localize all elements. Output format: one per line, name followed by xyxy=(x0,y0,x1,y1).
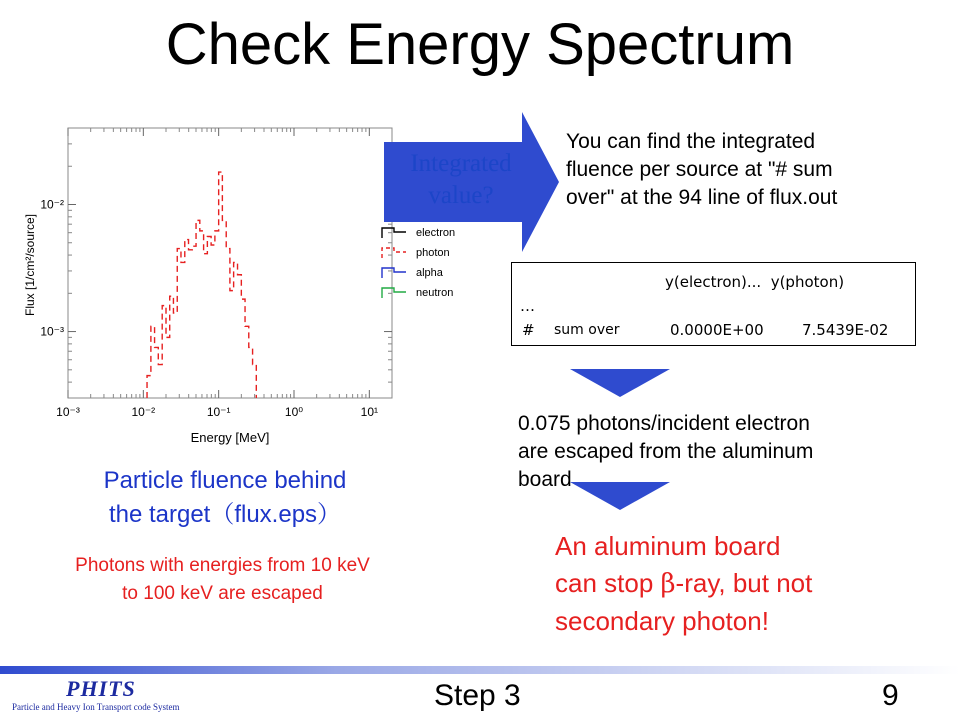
output-electron-value: 0.0000E+00 xyxy=(670,321,764,339)
step-label: Step 3 xyxy=(434,679,521,712)
info-text xyxy=(566,128,956,212)
page-number: 9 xyxy=(882,679,899,712)
legend-swatch-alpha xyxy=(382,268,406,278)
logo-main-text: PHITS xyxy=(66,676,136,701)
arrow-label-line2: value? xyxy=(428,182,494,209)
conclusion-line-3: secondary photon! xyxy=(555,606,769,636)
series-layer xyxy=(147,172,256,398)
legend-swatch-neutron xyxy=(382,288,406,298)
beta-symbol: β xyxy=(660,569,676,599)
legend-label-alpha: alpha xyxy=(416,267,443,279)
arrow-label-line1: Integrated xyxy=(410,150,512,177)
info-line-3: over" at the 94 line of flux.out xyxy=(566,186,838,209)
conclusion-text xyxy=(555,528,955,640)
info-line-1: You can find the integrated xyxy=(566,130,816,153)
y-tick-label: 10⁻² xyxy=(40,197,64,212)
logo-sub-text: Particle and Heavy Ion Transport code System xyxy=(12,702,180,712)
result-line-3: board xyxy=(518,468,572,491)
x-tick-label: 10⁻³ xyxy=(56,405,80,419)
conclusion-line-1: An aluminum board xyxy=(555,531,781,561)
series-photon xyxy=(147,172,256,398)
x-tick-label: 10⁻² xyxy=(131,405,156,419)
caption-line-1: Particle fluence behind xyxy=(103,467,347,494)
flux-output-excerpt xyxy=(511,262,916,346)
note-line-2: to 100 keV are escaped xyxy=(122,583,323,604)
note-line-1: Photons with energies from 10 keV xyxy=(75,555,370,576)
y-tick-label: 10⁻³ xyxy=(40,324,64,339)
photon-note xyxy=(0,552,445,608)
x-axis-label: Energy [MeV] xyxy=(190,430,270,445)
result-line-2: are escaped from the aluminum xyxy=(518,440,814,463)
output-header: y(electron)... y(photon) xyxy=(665,273,845,291)
y-tick-labels xyxy=(40,197,64,338)
conclusion-line-2 xyxy=(555,565,955,603)
y-axis-label: Flux [1/cm²/source] xyxy=(23,213,37,317)
conclusion-line-2-pre: can stop xyxy=(555,568,661,598)
figure-caption xyxy=(40,464,410,532)
output-ellipsis: … xyxy=(520,297,535,315)
down-arrow-1 xyxy=(570,369,670,397)
down-arrow-2 xyxy=(570,482,670,510)
output-sum-label: sum over xyxy=(554,322,620,338)
x-tick-label: 10⁻¹ xyxy=(206,405,231,419)
conclusion-line-2-post: -ray, but not xyxy=(675,568,813,598)
x-tick-label: 10¹ xyxy=(360,405,378,419)
x-tick-labels xyxy=(56,405,378,419)
phits-logo xyxy=(10,676,220,716)
caption-line-2: the target（flux.eps） xyxy=(108,501,342,528)
legend-label-electron: electron xyxy=(416,227,456,239)
output-hash: # xyxy=(522,321,535,339)
arrow-label xyxy=(388,148,534,212)
result-line-1: 0.075 photons/incident electron xyxy=(518,412,810,435)
legend-label-photon: photon xyxy=(416,247,450,259)
legend-label-neutron: neutron xyxy=(416,287,454,299)
footer-bar xyxy=(0,666,960,674)
page-title: Check Energy Spectrum xyxy=(165,12,795,77)
x-tick-label: 10⁰ xyxy=(284,405,304,419)
output-photon-value: 7.5439E-02 xyxy=(802,321,889,339)
info-line-2: fluence per source at "# sum xyxy=(566,158,833,181)
